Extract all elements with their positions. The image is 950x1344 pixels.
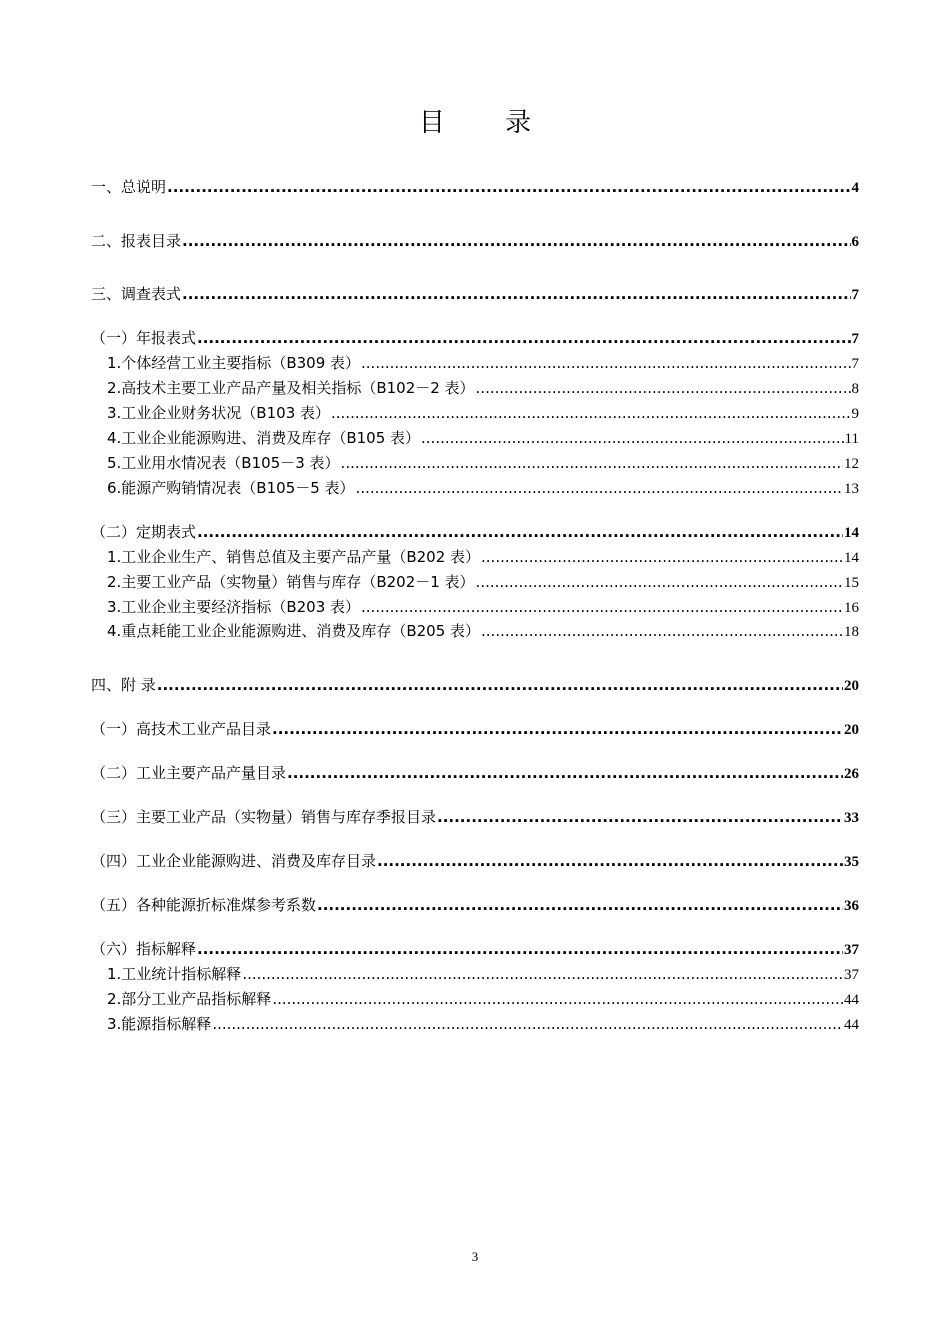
toc-label: （一）年报表式 [91, 329, 197, 347]
toc-page: 8 [851, 381, 859, 397]
leader-dots [197, 940, 843, 958]
toc-entry-b202[interactable] [91, 546, 859, 567]
toc-entry-report-list[interactable] [91, 230, 859, 251]
toc-page: 9 [851, 406, 859, 422]
leader-dots [361, 598, 843, 616]
toc-page: 15 [844, 575, 859, 591]
leader-dots [481, 622, 843, 640]
toc-page: 33 [844, 810, 859, 826]
toc-entry-industrial-stats[interactable] [91, 963, 859, 984]
toc-page: 44 [844, 1017, 859, 1033]
leader-dots [242, 965, 843, 983]
toc-label: （四）工业企业能源购进、消费及库存目录 [91, 852, 377, 870]
toc-label: 3.工业企业财务状况（B103 表） [107, 404, 331, 422]
toc-page: 11 [844, 431, 859, 447]
leader-dots [437, 808, 843, 826]
toc-page: 20 [844, 678, 859, 694]
leader-dots [317, 896, 843, 914]
toc-entry-annual-forms[interactable] [91, 327, 859, 348]
toc-entry-energy-indicators[interactable] [91, 1013, 859, 1034]
toc-label: （二）工业主要产品产量目录 [91, 764, 287, 782]
toc-page: 7 [851, 356, 859, 372]
toc-entry-b105-5[interactable] [91, 477, 859, 498]
toc-page: 12 [844, 456, 859, 472]
toc-label: 1.工业统计指标解释 [107, 965, 242, 983]
toc-entry-hightech-catalog[interactable] [91, 718, 859, 739]
toc-label: 3.能源指标解释 [107, 1015, 212, 1033]
toc-label: 4.重点耗能工业企业能源购进、消费及库存（B205 表） [107, 622, 481, 640]
leader-dots [182, 285, 850, 303]
leader-dots [272, 720, 843, 738]
toc-entry-b105-3[interactable] [91, 452, 859, 473]
toc-page: 14 [844, 550, 859, 566]
toc-label: 二、报表目录 [91, 232, 182, 250]
toc-entry-appendix[interactable] [91, 674, 859, 695]
toc-entry-b103[interactable] [91, 402, 859, 423]
toc-entry-b102-2[interactable] [91, 377, 859, 398]
toc-label: 2.部分工业产品指标解释 [107, 990, 272, 1008]
toc-page: 4 [851, 180, 859, 196]
toc-entry-b309[interactable] [91, 352, 859, 373]
toc-page: 36 [844, 898, 859, 914]
toc-label: 三、调查表式 [91, 285, 182, 303]
leader-dots [341, 454, 843, 472]
toc-page: 16 [844, 600, 859, 616]
toc-label: 2.主要工业产品（实物量）销售与库存（B202－1 表） [107, 573, 475, 591]
leader-dots [287, 764, 843, 782]
toc-page: 44 [844, 992, 859, 1008]
leader-dots [197, 523, 843, 541]
toc-label: 1.个体经营工业主要指标（B309 表） [107, 354, 361, 372]
toc-label: （三）主要工业产品（实物量）销售与库存季报目录 [91, 808, 437, 826]
toc-entry-indicator-explanations[interactable] [91, 938, 859, 959]
toc-page: 37 [844, 942, 859, 958]
toc-entry-periodic-forms[interactable] [91, 521, 859, 542]
leader-dots [167, 178, 850, 196]
toc-page: 26 [844, 766, 859, 782]
toc-entry-b105[interactable] [91, 427, 859, 448]
toc-label: （一）高技术工业产品目录 [91, 720, 272, 738]
toc-page: 20 [844, 722, 859, 738]
leader-dots [361, 354, 850, 372]
toc-page: 7 [851, 331, 859, 347]
page-number: 3 [471, 1249, 479, 1264]
toc-label: （五）各种能源折标准煤参考系数 [91, 896, 317, 914]
toc-entry-general[interactable] [91, 176, 859, 197]
toc-label: 5.工业用水情况表（B105－3 表） [107, 454, 340, 472]
leader-dots [197, 329, 850, 347]
toc-label: （六）指标解释 [91, 940, 197, 958]
leader-dots [157, 676, 843, 694]
toc-page: 6 [851, 234, 859, 250]
toc-label: 1.工业企业生产、销售总值及主要产品产量（B202 表） [107, 548, 481, 566]
toc-page: 18 [844, 624, 859, 640]
toc-entry-survey-forms[interactable] [91, 283, 859, 304]
toc-label: 四、附 录 [91, 676, 156, 694]
toc-page: 7 [851, 287, 859, 303]
toc-entry-b205[interactable] [91, 620, 859, 641]
toc-label: （二）定期表式 [91, 523, 197, 541]
toc-entry-b202-1[interactable] [91, 571, 859, 592]
leader-dots [182, 232, 850, 250]
toc-label: 6.能源产购销情况表（B105－5 表） [107, 479, 355, 497]
toc-entry-coal-coefficients[interactable] [91, 894, 859, 915]
toc-entry-output-catalog[interactable] [91, 762, 859, 783]
leader-dots [481, 548, 843, 566]
leader-dots [377, 852, 843, 870]
toc-entry-b203[interactable] [91, 596, 859, 617]
toc-page: 13 [844, 481, 859, 497]
leader-dots [476, 573, 843, 591]
toc-page: 35 [844, 854, 859, 870]
leader-dots [356, 479, 843, 497]
toc-entry-sales-inventory-catalog[interactable] [91, 806, 859, 827]
toc-label: 2.高技术主要工业产品产量及相关指标（B102－2 表） [107, 379, 475, 397]
toc-page: 14 [844, 525, 859, 541]
toc-label: 4.工业企业能源购进、消费及库存（B105 表） [107, 429, 421, 447]
leader-dots [421, 429, 844, 447]
toc-entry-product-indicators[interactable] [91, 988, 859, 1009]
leader-dots [331, 404, 850, 422]
toc-label: 3.工业企业主要经济指标（B203 表） [107, 598, 361, 616]
leader-dots [212, 1015, 843, 1033]
leader-dots [476, 379, 851, 397]
toc-page: 37 [844, 967, 859, 983]
leader-dots [272, 990, 843, 1008]
toc-entry-energy-catalog[interactable] [91, 850, 859, 871]
toc-label: 一、总说明 [91, 178, 167, 196]
document-title: 目 录 [418, 108, 558, 138]
